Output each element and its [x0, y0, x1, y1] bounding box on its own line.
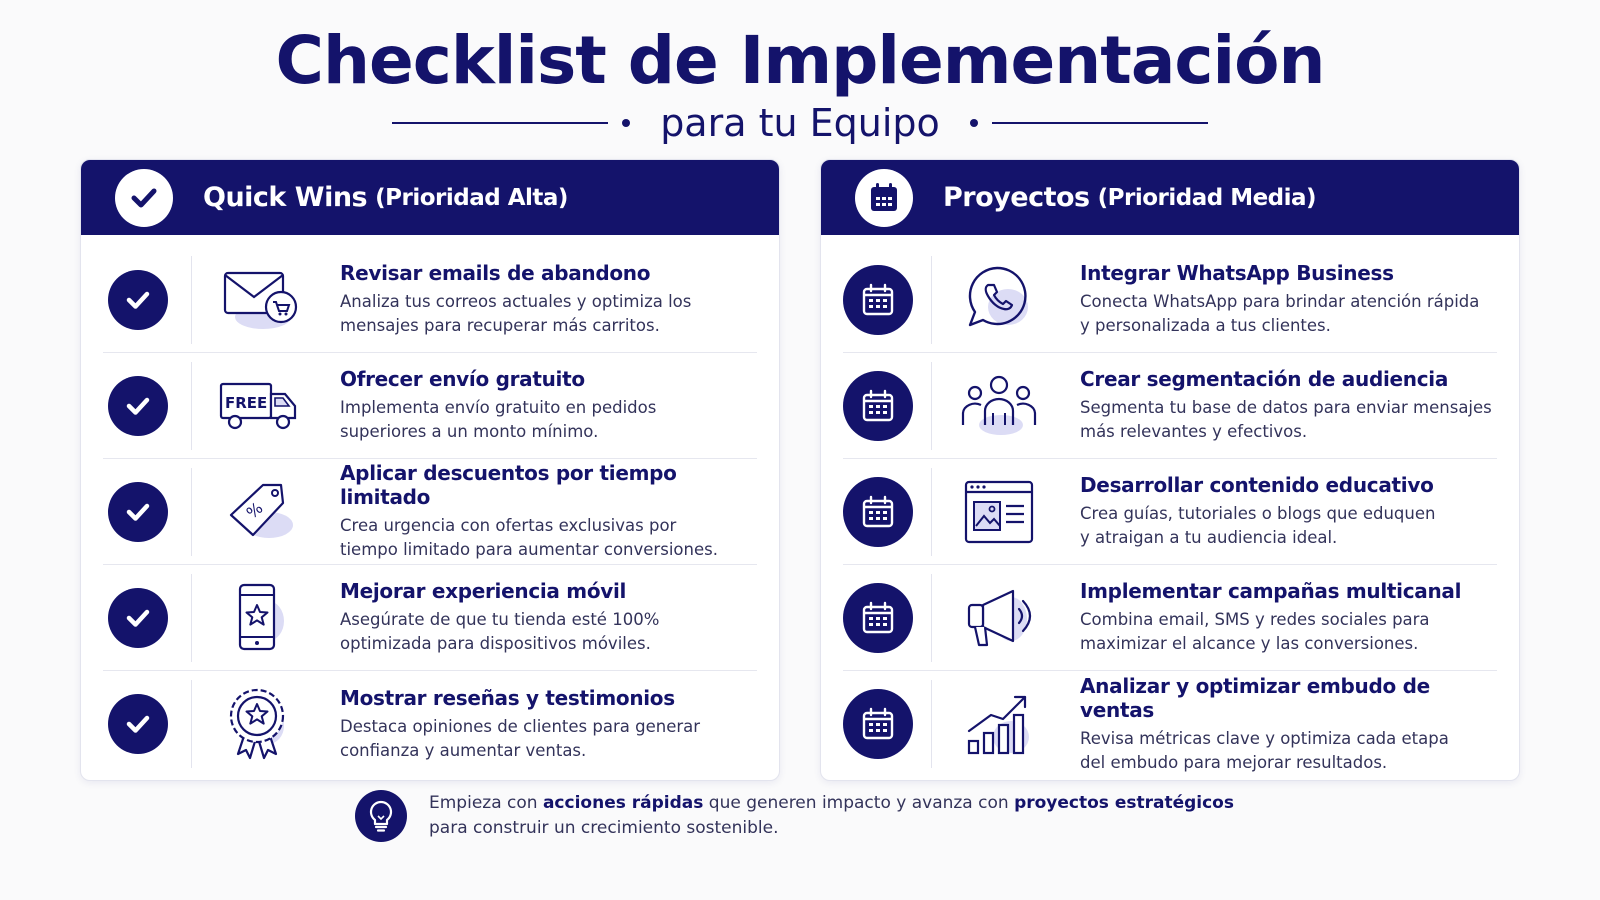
projects-panel: [820, 159, 1520, 781]
row-divider: [931, 680, 932, 768]
svg-text:%: %: [242, 497, 267, 523]
item-title: Aplicar descuentos por tiempo limitado: [340, 461, 677, 509]
item-description-line2: y personalizada a tus clientes.: [1080, 316, 1331, 335]
projects-title: Proyectos: [943, 182, 1090, 213]
checklist-item: [843, 671, 1497, 777]
award-badge-icon: [214, 684, 304, 764]
discount-tag-icon: [214, 472, 304, 552]
calendar-icon: [855, 169, 913, 227]
free-truck-icon: [214, 366, 304, 446]
item-title: Implementar campañas multicanal: [1080, 579, 1462, 603]
whatsapp-icon: [954, 260, 1044, 340]
footer-highlight-quick: acciones rápidas: [542, 793, 704, 813]
projects-priority: (Prioridad Media): [1097, 184, 1317, 211]
item-description-line1: Combina email, SMS y redes sociales para: [1080, 610, 1430, 629]
row-divider: [191, 574, 192, 662]
calendar-icon: [843, 371, 913, 441]
item-description-line1: Conecta WhatsApp para brindar atención rápida: [1080, 292, 1480, 311]
checklist-item: [103, 459, 757, 565]
item-description-line1: Crea urgencia con ofertas exclusivas por: [340, 516, 677, 535]
checked-icon: [108, 270, 168, 330]
item-description-line1: Analiza tus correos actuales y optimiza los: [340, 292, 692, 311]
footer-part1: Empieza con: [429, 793, 543, 813]
subtitle-divider-right: [992, 122, 1208, 124]
row-divider: [931, 256, 932, 344]
subtitle-divider-left: [392, 122, 608, 124]
projects-header: [821, 160, 1519, 235]
audience-group-icon: [954, 366, 1044, 446]
item-title: Revisar emails de abandono: [340, 261, 651, 285]
row-divider: [931, 362, 932, 450]
calendar-icon: [843, 583, 913, 653]
quick-wins-title: Quick Wins: [203, 182, 368, 213]
item-description-line1: Asegúrate de que tu tienda esté 100%: [340, 610, 660, 629]
checklist-item: [103, 565, 757, 671]
page-subtitle: para tu Equipo: [660, 101, 940, 145]
growth-chart-icon: [954, 684, 1044, 764]
footer-part2: que generen impacto y avanza con: [703, 793, 1015, 813]
megaphone-icon: [954, 578, 1044, 658]
row-divider: [931, 574, 932, 662]
subtitle-row: [0, 98, 1600, 148]
quick-wins-header: [81, 160, 779, 235]
checklist-item: [103, 247, 757, 353]
checked-icon: [108, 694, 168, 754]
item-title: Mejorar experiencia móvil: [340, 579, 627, 603]
item-description-line1: Segmenta tu base de datos para enviar mensajes: [1080, 398, 1492, 417]
item-description-line2: mensajes para recuperar más carritos.: [340, 316, 660, 335]
item-description-line2: optimizada para dispositivos móviles.: [340, 634, 651, 653]
subtitle-dot-right: [970, 119, 978, 127]
page-title: Checklist de Implementación: [275, 22, 1325, 99]
row-divider: [191, 362, 192, 450]
footer-note: [355, 790, 1255, 842]
footer-text: [429, 791, 1234, 841]
quick-wins-priority: (Prioridad Alta): [375, 184, 568, 211]
lightbulb-icon: [355, 790, 407, 842]
row-divider: [191, 468, 192, 556]
item-description-line1: Revisa métricas clave y optimiza cada etapa: [1080, 728, 1449, 748]
calendar-icon: [843, 265, 913, 335]
calendar-icon: [843, 689, 913, 759]
item-title: Desarrollar contenido educativo: [1080, 473, 1434, 497]
checklist-item: [103, 353, 757, 459]
item-description-line2: maximizar el alcance y las conversiones.: [1080, 634, 1419, 653]
subtitle-dot-left: [622, 119, 630, 127]
item-description-line1: Crea guías, tutoriales o blogs que eduquen: [1080, 504, 1436, 523]
checklist-item: [843, 353, 1497, 459]
free-label: FREE: [225, 393, 268, 412]
content-window-icon: [954, 472, 1044, 552]
item-description-line1: Implementa envío gratuito en pedidos: [340, 398, 657, 417]
item-title: Ofrecer envío gratuito: [340, 367, 585, 391]
checklist-item: [103, 671, 757, 777]
item-description-line2: del embudo para mejorar resultados.: [1080, 752, 1388, 772]
row-divider: [931, 468, 932, 556]
quick-wins-panel: [80, 159, 780, 781]
mobile-star-icon: [214, 578, 304, 658]
checklist-item: [843, 565, 1497, 671]
checklist-item: [843, 459, 1497, 565]
item-title: Integrar WhatsApp Business: [1080, 261, 1394, 285]
footer-highlight-projects: proyectos estratégicos: [1014, 793, 1234, 813]
item-title: Crear segmentación de audiencia: [1080, 367, 1449, 391]
footer-line2: para construir un crecimiento sostenible.: [429, 818, 779, 838]
item-description-line2: superiores a un monto mínimo.: [340, 422, 599, 441]
checked-icon: [108, 482, 168, 542]
footer-line1: [429, 791, 1234, 816]
row-divider: [191, 680, 192, 768]
checked-icon: [108, 376, 168, 436]
email-cart-icon: [214, 260, 304, 340]
item-description-line2: tiempo limitado para aumentar conversiones.: [340, 540, 718, 559]
item-description-line2: más relevantes y efectivos.: [1080, 422, 1308, 441]
calendar-icon: [843, 477, 913, 547]
item-description-line2: confianza y aumentar ventas.: [340, 740, 587, 760]
checklist-item: [843, 247, 1497, 353]
item-description-line2: y atraigan a tu audiencia ideal.: [1080, 528, 1338, 547]
checked-icon: [108, 588, 168, 648]
item-title: Mostrar reseñas y testimonios: [340, 685, 675, 710]
item-title: Analizar y optimizar embudo de ventas: [1080, 673, 1430, 722]
check-icon: [115, 169, 173, 227]
item-description-line1: Destaca opiniones de clientes para generar: [340, 716, 701, 736]
row-divider: [191, 256, 192, 344]
